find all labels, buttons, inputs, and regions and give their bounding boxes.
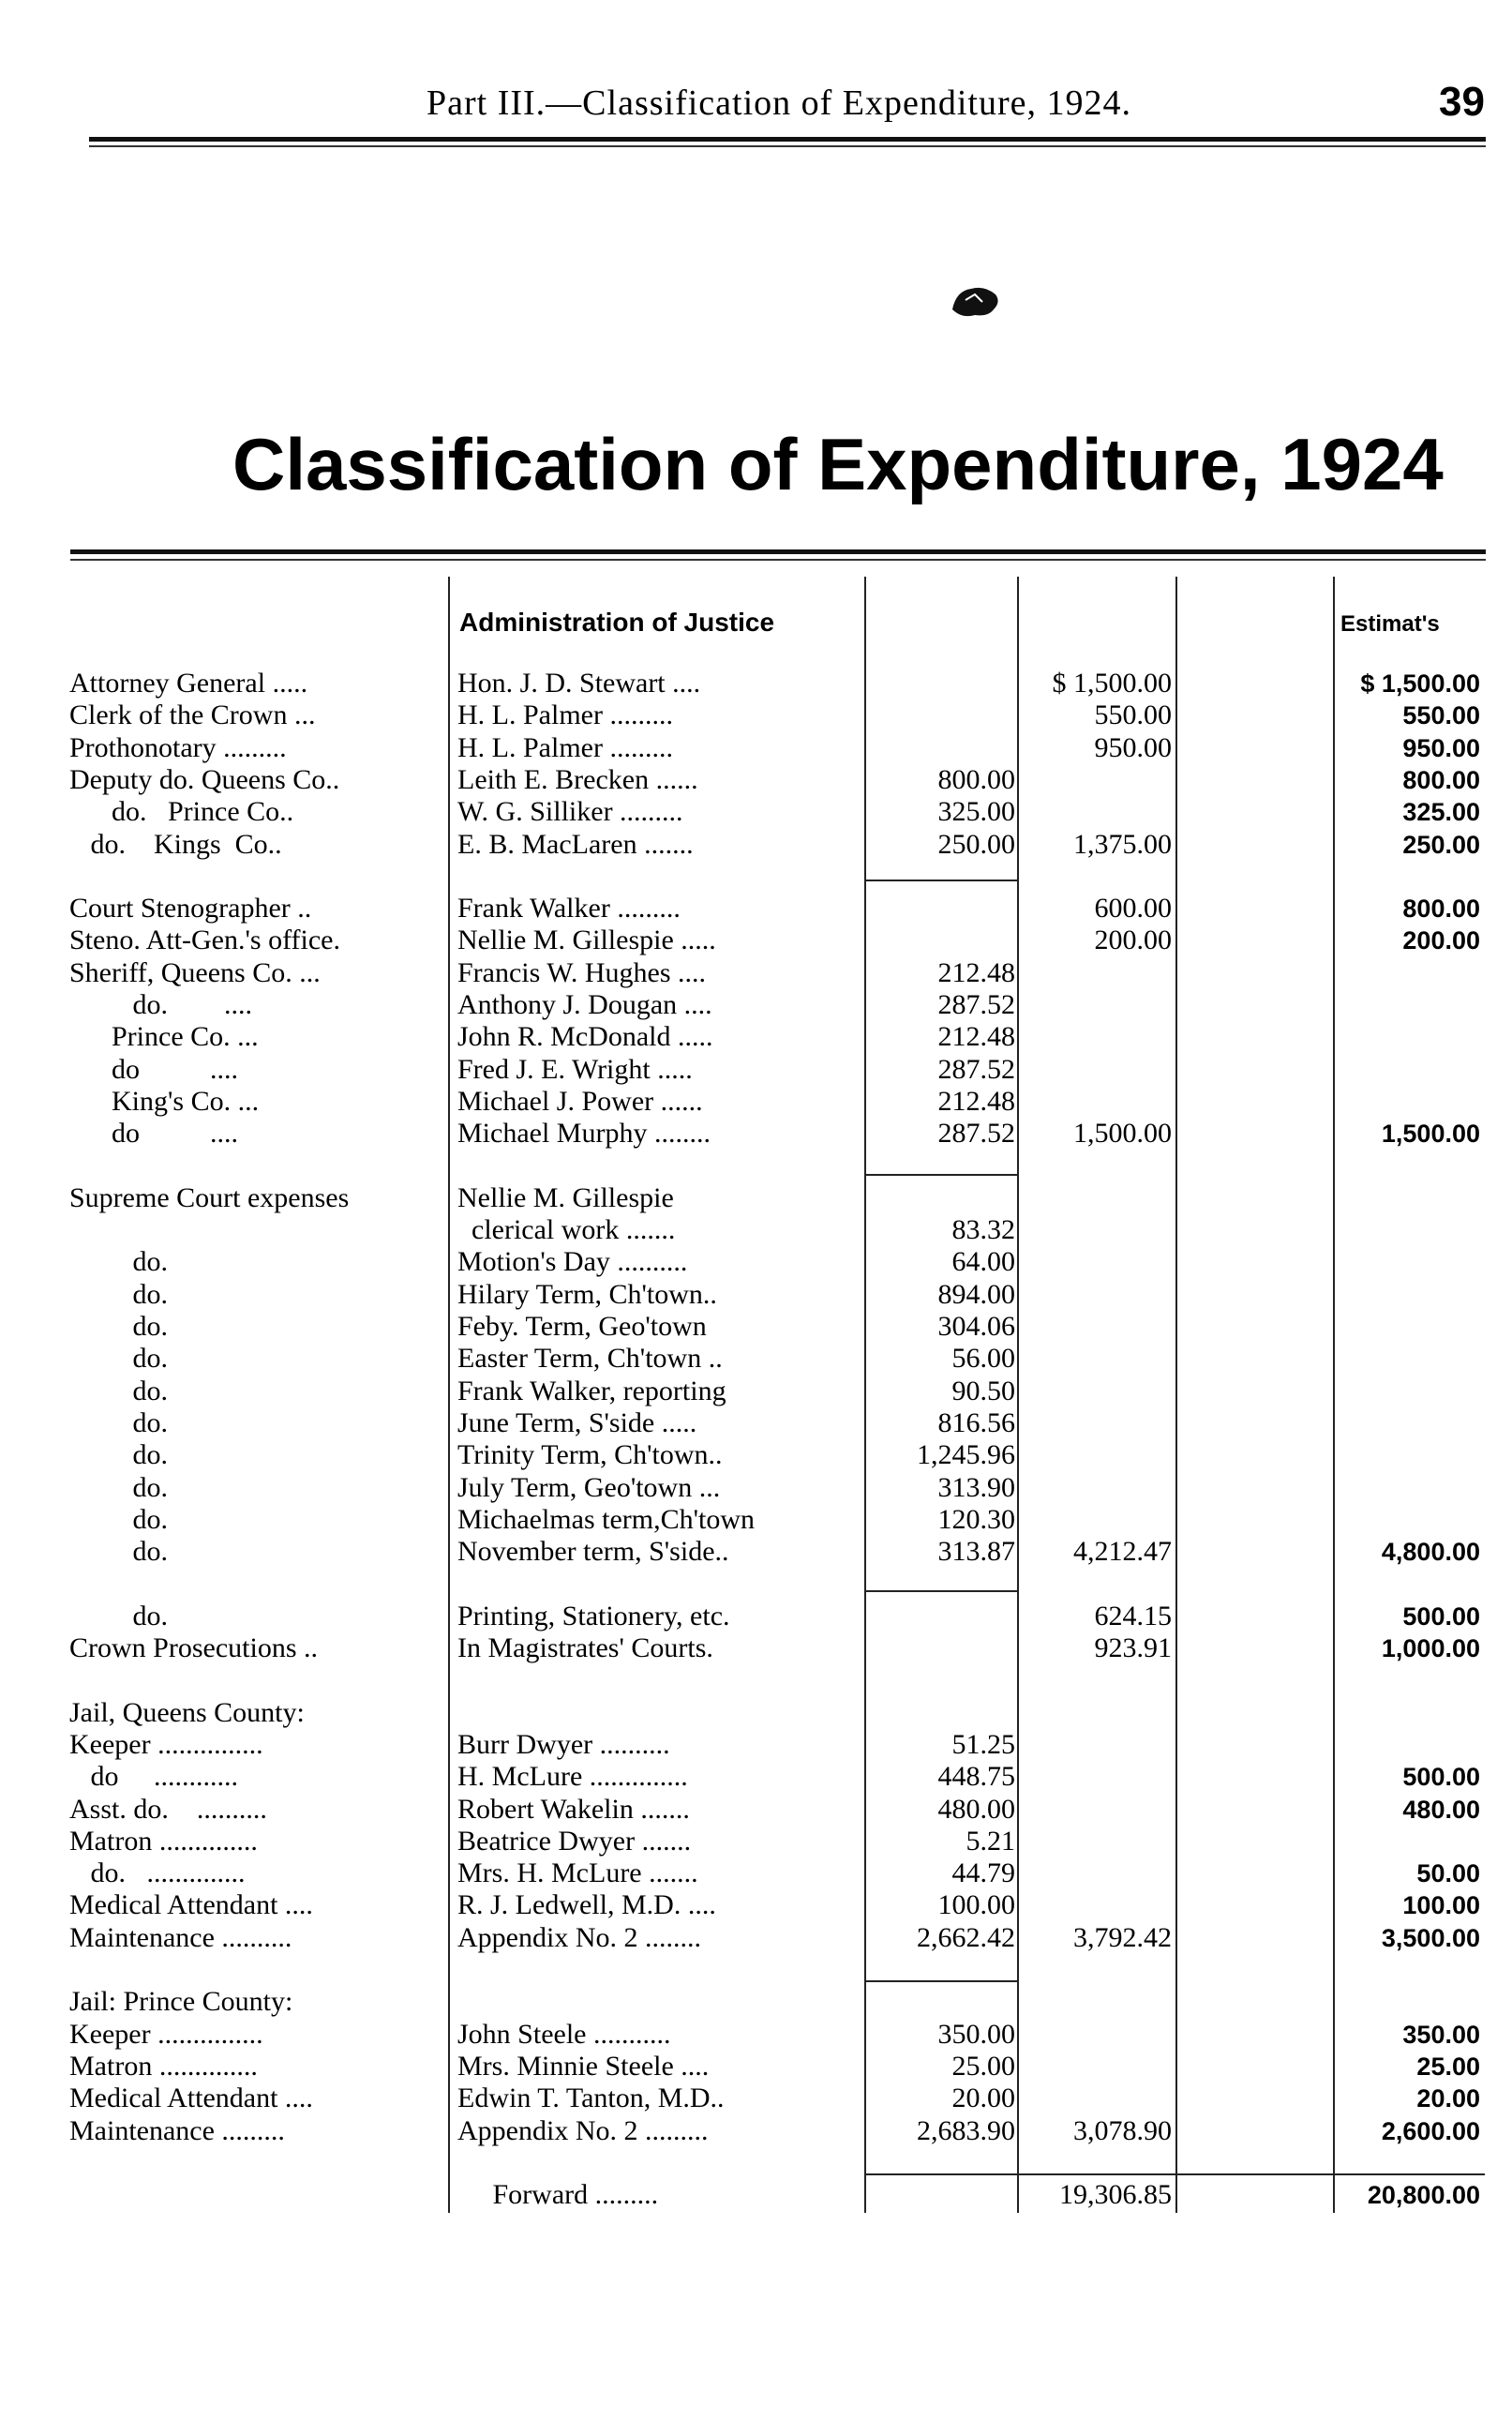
table-row	[0, 1086, 1512, 1118]
row-label: Maintenance ..........	[69, 1921, 292, 1953]
table-row	[0, 925, 1512, 956]
table-row	[0, 1311, 1512, 1343]
table-row	[0, 1857, 1512, 1889]
row-estimate-amount: 100.00	[1402, 1891, 1480, 1920]
table-row	[0, 1376, 1512, 1407]
row-payee: Motion's Day ..........	[457, 1246, 688, 1278]
row-label: do. Kings Co..	[69, 828, 282, 860]
row-payee: July Term, Geo'town ...	[457, 1471, 721, 1503]
row-payee: Easter Term, Ch'town ..	[457, 1343, 723, 1375]
row-estimate-amount: 1,500.00	[1381, 1120, 1480, 1149]
row-payee: Mrs. H. McLure .......	[457, 1857, 698, 1889]
table-row	[0, 1472, 1512, 1504]
table-row	[0, 1729, 1512, 1761]
row-label: do. Prince Co..	[69, 796, 294, 828]
table-row	[0, 732, 1512, 764]
row-estimate-amount: 950.00	[1402, 733, 1480, 762]
table-row	[0, 1922, 1512, 1954]
table-row	[0, 1889, 1512, 1921]
row-total-amount: 1,500.00	[1073, 1118, 1172, 1150]
row-estimate-amount: 3,500.00	[1381, 1923, 1480, 1952]
row-subtotal-amount: 120.30	[937, 1503, 1015, 1535]
row-payee: Michael Murphy ........	[457, 1118, 711, 1150]
running-title: Part III.—Classification of Expenditure, 1924.	[427, 83, 1132, 123]
table-row	[0, 1664, 1512, 1696]
table-row	[0, 1054, 1512, 1086]
row-label: do. ..............	[69, 1857, 246, 1889]
row-estimate-amount: 800.00	[1402, 765, 1480, 794]
row-label: Attorney General .....	[69, 668, 308, 699]
row-label: do.	[69, 1536, 168, 1568]
row-label: Matron ..............	[69, 2050, 258, 2082]
row-label: do.	[69, 1278, 168, 1310]
row-label: do.	[69, 1471, 168, 1503]
printer-ornament-icon	[947, 281, 1003, 323]
row-payee: Frank Walker, reporting	[457, 1375, 726, 1406]
row-estimate-amount: 500.00	[1402, 1601, 1480, 1631]
row-estimate-amount: 25.00	[1416, 2052, 1480, 2081]
row-payee: Francis W. Hughes ....	[457, 956, 706, 988]
row-subtotal-amount: 325.00	[937, 796, 1015, 828]
row-subtotal-amount: 287.52	[937, 1118, 1015, 1150]
row-subtotal-amount: 2,662.42	[917, 1921, 1015, 1953]
table-row	[0, 1504, 1512, 1536]
row-subtotal-amount: 250.00	[937, 828, 1015, 860]
row-label: Clerk of the Crown ...	[69, 699, 316, 731]
row-payee: H. McLure ..............	[457, 1761, 688, 1793]
row-estimate-amount: 250.00	[1402, 830, 1480, 859]
row-label: Maintenance .........	[69, 2114, 285, 2146]
row-label: do.	[69, 1311, 168, 1342]
row-payee: Forward .........	[457, 2179, 659, 2211]
row-estimate-amount: 550.00	[1402, 701, 1480, 730]
table-row	[0, 1986, 1512, 2018]
table-row	[0, 1761, 1512, 1793]
row-estimate-amount: 200.00	[1402, 926, 1480, 955]
row-subtotal-amount: 480.00	[937, 1793, 1015, 1825]
row-estimate-amount: 350.00	[1402, 2020, 1480, 2049]
row-subtotal-amount: 350.00	[937, 2018, 1015, 2050]
row-total-amount: $ 1,500.00	[1052, 668, 1172, 699]
table-row	[0, 893, 1512, 925]
row-payee: Michael J. Power ......	[457, 1085, 703, 1117]
table-row	[0, 1536, 1512, 1568]
page-number: 39	[1439, 79, 1485, 125]
row-payee: clerical work .......	[457, 1214, 676, 1246]
row-estimate-amount: 480.00	[1402, 1795, 1480, 1824]
row-subtotal-amount: 212.48	[937, 956, 1015, 988]
row-label: Prothonotary .........	[69, 731, 287, 763]
row-label: Asst. do. ..........	[69, 1793, 267, 1825]
table-row	[0, 1697, 1512, 1729]
row-total-amount: 550.00	[1094, 699, 1172, 731]
table-row	[0, 957, 1512, 989]
row-label: do. ....	[69, 989, 252, 1020]
row-label: King's Co. ...	[69, 1085, 260, 1117]
row-total-amount: 3,792.42	[1073, 1921, 1172, 1953]
header-rule	[89, 137, 1486, 142]
row-label: Deputy do. Queens Co..	[69, 763, 340, 795]
table-row	[0, 1150, 1512, 1182]
row-payee: November term, S'side..	[457, 1536, 729, 1568]
table-row	[0, 1343, 1512, 1375]
table-row	[0, 989, 1512, 1021]
row-estimate-amount: 4,800.00	[1381, 1538, 1480, 1567]
row-payee: Edwin T. Tanton, M.D..	[457, 2083, 725, 2114]
row-subtotal-amount: 100.00	[937, 1889, 1015, 1921]
column-header-estimates: Estimat's	[1340, 611, 1440, 637]
row-subtotal-amount: 448.75	[937, 1761, 1015, 1793]
row-total-amount: 1,375.00	[1073, 828, 1172, 860]
table-row	[0, 2179, 1512, 2211]
row-subtotal-amount: 2,683.90	[917, 2114, 1015, 2146]
row-total-amount: 3,078.90	[1073, 2114, 1172, 2146]
row-label: Jail, Queens County:	[69, 1696, 305, 1728]
row-payee: H. L. Palmer .........	[457, 731, 673, 763]
table-row	[0, 1118, 1512, 1150]
row-subtotal-amount: 313.87	[937, 1536, 1015, 1568]
row-subtotal-amount: 90.50	[951, 1375, 1015, 1406]
row-estimate-amount: 500.00	[1402, 1763, 1480, 1792]
row-subtotal-amount: 25.00	[951, 2050, 1015, 2082]
row-payee: Burr Dwyer ..........	[457, 1728, 670, 1760]
row-total-amount: 923.91	[1094, 1632, 1172, 1663]
row-label: Jail: Prince County:	[69, 1986, 293, 2018]
row-total-amount: 4,212.47	[1073, 1536, 1172, 1568]
row-total-amount: 600.00	[1094, 893, 1172, 925]
row-subtotal-amount: 5.21	[966, 1825, 1015, 1857]
row-payee: Leith E. Brecken ......	[457, 763, 698, 795]
table-row	[0, 1794, 1512, 1826]
table-row	[0, 2083, 1512, 2114]
row-label: do.	[69, 1503, 168, 1535]
table-row	[0, 1214, 1512, 1246]
title-rule	[70, 549, 1486, 554]
table-row	[0, 699, 1512, 731]
row-subtotal-amount: 20.00	[951, 2083, 1015, 2114]
table-row	[0, 796, 1512, 828]
row-subtotal-amount: 56.00	[951, 1343, 1015, 1375]
row-estimate-amount: 50.00	[1416, 1859, 1480, 1888]
row-label: Medical Attendant ....	[69, 2083, 313, 2114]
table-row	[0, 2051, 1512, 2083]
row-estimate-amount: 20.00	[1416, 2084, 1480, 2113]
page-title: Classification of Expenditure, 1924	[232, 423, 1444, 505]
table-row	[0, 1601, 1512, 1632]
table-row	[0, 1568, 1512, 1600]
row-total-amount: 624.15	[1094, 1600, 1172, 1632]
table-row	[0, 2115, 1512, 2147]
row-subtotal-amount: 287.52	[937, 989, 1015, 1020]
row-label: Court Stenographer ..	[69, 893, 312, 925]
row-subtotal-amount: 1,245.96	[917, 1439, 1015, 1471]
row-payee: John Steele ...........	[457, 2018, 671, 2050]
row-payee: John R. McDonald .....	[457, 1021, 713, 1053]
row-label: Matron ..............	[69, 1825, 258, 1857]
row-label: Crown Prosecutions ..	[69, 1632, 318, 1663]
row-payee: W. G. Silliker .........	[457, 796, 683, 828]
row-payee: Mrs. Minnie Steele ....	[457, 2050, 710, 2082]
table-row	[0, 1246, 1512, 1278]
row-label: Steno. Att-Gen.'s office.	[69, 925, 340, 956]
row-payee: Printing, Stationery, etc.	[457, 1600, 730, 1632]
row-label: do.	[69, 1439, 168, 1471]
row-payee: Nellie M. Gillespie	[457, 1181, 674, 1213]
row-total-amount: 950.00	[1094, 731, 1172, 763]
table-row	[0, 1279, 1512, 1311]
row-estimate-amount: 20,800.00	[1367, 2181, 1480, 2210]
row-label: do ............	[69, 1761, 238, 1793]
row-estimate-amount: 2,600.00	[1381, 2116, 1480, 2145]
table-row	[0, 1954, 1512, 1986]
row-payee: Feby. Term, Geo'town	[457, 1311, 707, 1342]
column-header-administration: Administration of Justice	[459, 608, 775, 637]
row-payee: Appendix No. 2 ........	[457, 1921, 701, 1953]
table-row	[0, 1021, 1512, 1053]
row-subtotal-amount: 212.48	[937, 1021, 1015, 1053]
row-label: do ....	[69, 1053, 238, 1085]
row-subtotal-amount: 894.00	[937, 1278, 1015, 1310]
row-label: Prince Co. ...	[69, 1021, 259, 1053]
row-total-amount: 19,306.85	[1059, 2179, 1172, 2211]
row-estimate-amount: 800.00	[1402, 895, 1480, 924]
table-row	[0, 668, 1512, 699]
table-row	[0, 1439, 1512, 1471]
row-payee: Hon. J. D. Stewart ....	[457, 668, 701, 699]
row-subtotal-amount: 313.90	[937, 1471, 1015, 1503]
row-total-amount: 200.00	[1094, 925, 1172, 956]
header-rule-thin	[89, 145, 1486, 147]
row-subtotal-amount: 800.00	[937, 763, 1015, 795]
row-subtotal-amount: 44.79	[951, 1857, 1015, 1889]
row-label: Keeper ...............	[69, 1728, 263, 1760]
row-payee: H. L. Palmer .........	[457, 699, 673, 731]
row-payee: Appendix No. 2 .........	[457, 2114, 709, 2146]
row-subtotal-amount: 287.52	[937, 1053, 1015, 1085]
row-payee: Frank Walker .........	[457, 893, 681, 925]
row-label: do.	[69, 1600, 168, 1632]
table-row	[0, 764, 1512, 796]
title-rule-thin	[70, 559, 1486, 561]
table-row	[0, 2147, 1512, 2179]
row-label: do ....	[69, 1118, 238, 1150]
table-row	[0, 1826, 1512, 1857]
table-row	[0, 1182, 1512, 1214]
row-payee: In Magistrates' Courts.	[457, 1632, 713, 1663]
table-row	[0, 1632, 1512, 1664]
row-payee: Nellie M. Gillespie .....	[457, 925, 716, 956]
row-payee: Fred J. E. Wright .....	[457, 1053, 693, 1085]
row-payee: Hilary Term, Ch'town..	[457, 1278, 717, 1310]
row-estimate-amount: 1,000.00	[1381, 1634, 1480, 1662]
row-payee: R. J. Ledwell, M.D. ....	[457, 1889, 716, 1921]
row-subtotal-amount: 64.00	[951, 1246, 1015, 1278]
row-label: Keeper ...............	[69, 2018, 263, 2050]
row-label: do.	[69, 1375, 168, 1406]
row-subtotal-amount: 816.56	[937, 1406, 1015, 1438]
row-label: Sheriff, Queens Co. ...	[69, 956, 321, 988]
row-payee: Anthony J. Dougan ....	[457, 989, 712, 1020]
table-row	[0, 829, 1512, 861]
row-payee: E. B. MacLaren .......	[457, 828, 694, 860]
row-payee: Beatrice Dwyer .......	[457, 1825, 692, 1857]
table-row	[0, 2019, 1512, 2051]
row-payee: Michaelmas term,Ch'town	[457, 1503, 756, 1535]
table-row	[0, 1407, 1512, 1439]
row-subtotal-amount: 51.25	[951, 1728, 1015, 1760]
row-payee: Robert Wakelin .......	[457, 1793, 690, 1825]
row-label: Supreme Court expenses	[69, 1181, 350, 1213]
row-label: do.	[69, 1406, 168, 1438]
row-label: Medical Attendant ....	[69, 1889, 313, 1921]
running-header	[0, 66, 1512, 131]
row-estimate-amount: $ 1,500.00	[1360, 669, 1480, 698]
row-subtotal-amount: 212.48	[937, 1085, 1015, 1117]
row-label: do.	[69, 1246, 168, 1278]
table-row	[0, 861, 1512, 893]
row-estimate-amount: 325.00	[1402, 798, 1480, 827]
row-payee: Trinity Term, Ch'town..	[457, 1439, 723, 1471]
row-label: do.	[69, 1343, 168, 1375]
row-subtotal-amount: 304.06	[937, 1311, 1015, 1342]
row-subtotal-amount: 83.32	[951, 1214, 1015, 1246]
row-payee: June Term, S'side .....	[457, 1406, 697, 1438]
